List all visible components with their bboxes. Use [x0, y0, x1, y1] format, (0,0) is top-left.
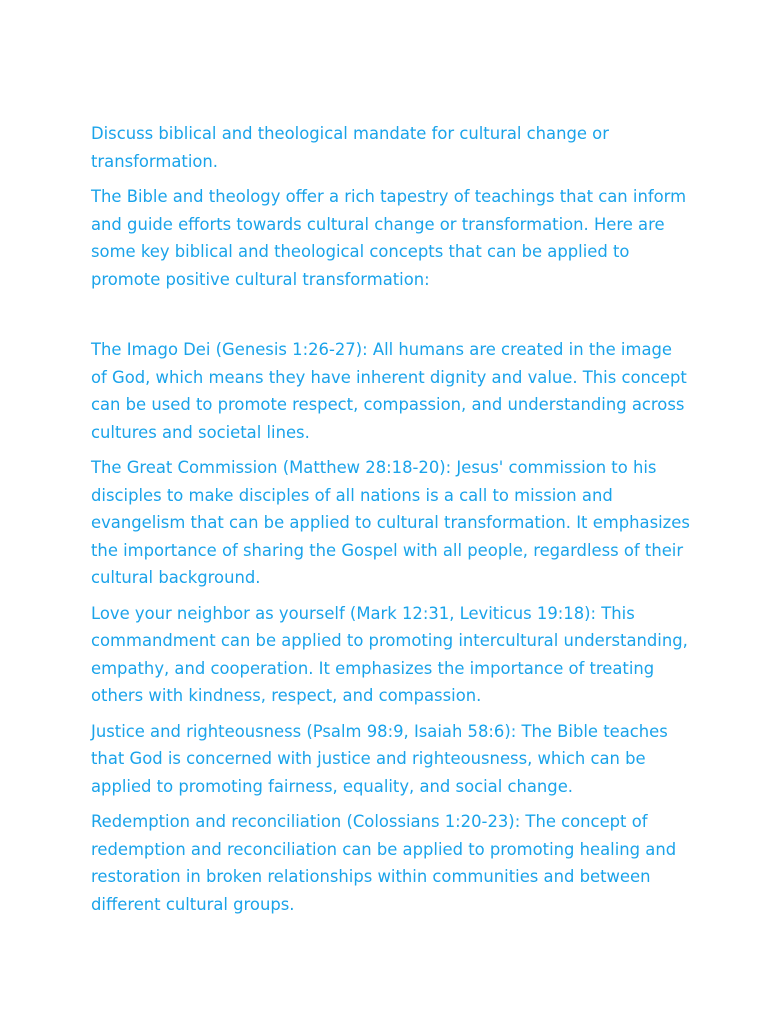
point-redemption-reconciliation: Redemption and reconciliation (Colossians 1:20-23): The concept of redemption and reconciliation can be applied to promoting healing and restoration in broken relationships within communities and between different cultural groups. [91, 812, 677, 914]
intro-paragraph: The Bible and theology offer a rich tapestry of teachings that can inform and guide efforts towards cultural change or transformation. Here are some key biblical and theological concepts that can be applied to promote positive cultural transformation: [91, 187, 687, 289]
document-page [91, 120, 691, 926]
point-justice-righteousness: Justice and righteousness (Psalm 98:9, Isaiah 58:6): The Bible teaches that God is concerned with justice and righteousness, which can be applied to promoting fairness, equality, and social change. [91, 721, 668, 796]
point-love-your-neighbor: Love your neighbor as yourself (Mark 12:31, Leviticus 19:18): This commandment can be applied to promoting intercultural understanding, empathy, and cooperation. It emphasizes the importance of treating others with kindness, respect, and compassion. [91, 603, 688, 705]
point-great-commission: The Great Commission (Matthew 28:18-20): Jesus' commission to his disciples to make disciples of all nations is a call to mission and evangelism that can be applied to cultural transformation. It emphasizes the importance of sharing the Gospel with all people, regardless of their cultural background. [91, 458, 690, 587]
point-imago-dei: The Imago Dei (Genesis 1:26-27): All humans are created in the image of God, which means they have inherent dignity and value. This concept can be used to promote respect, compassion, and understanding across cultures and societal lines. [91, 340, 687, 442]
question-paragraph: Discuss biblical and theological mandate for cultural change or transformation. [91, 124, 609, 171]
